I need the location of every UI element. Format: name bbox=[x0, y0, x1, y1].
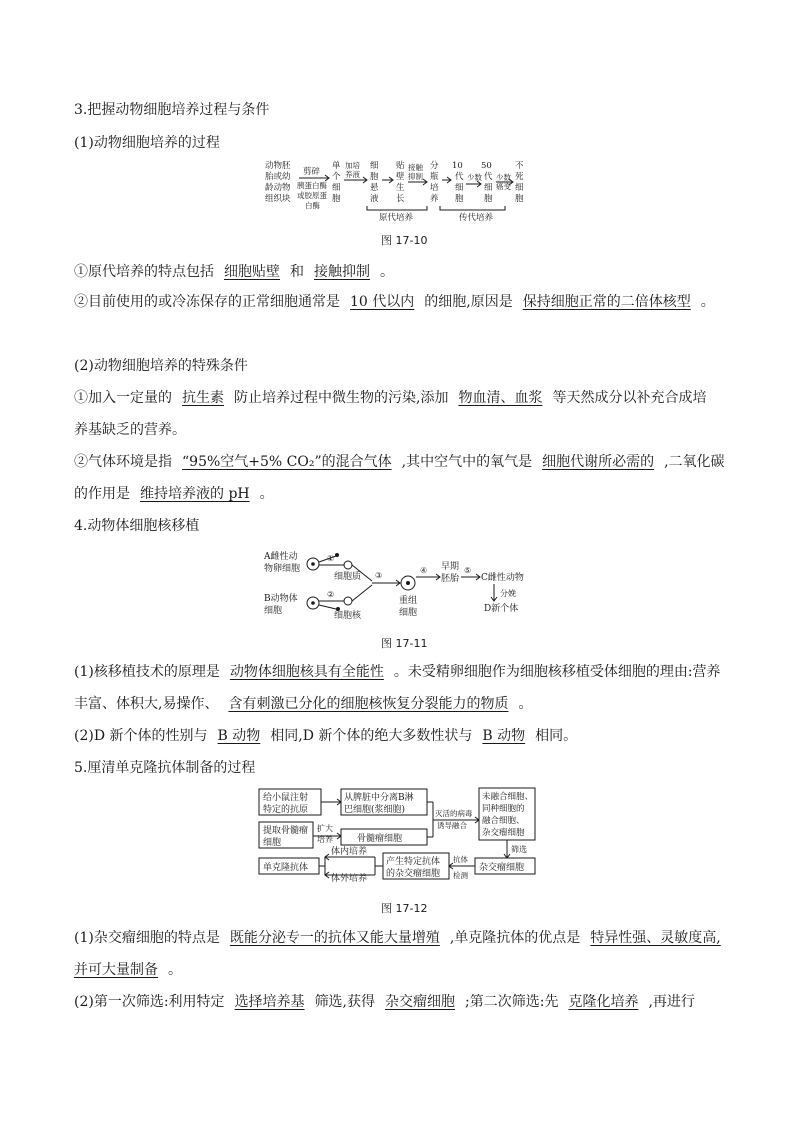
svg-text:同种细胞的: 同种细胞的 bbox=[482, 804, 525, 814]
svg-text:50: 50 bbox=[481, 161, 492, 171]
svg-text:胞: 胞 bbox=[484, 194, 493, 204]
svg-text:从脾脏中分离B淋: 从脾脏中分离B淋 bbox=[344, 793, 414, 803]
svg-text:细: 细 bbox=[515, 183, 524, 193]
figure-17-10-caption: 图 17-10 bbox=[381, 234, 428, 247]
figure-17-12 bbox=[257, 786, 537, 886]
svg-text:分: 分 bbox=[430, 161, 439, 171]
figure-17-11 bbox=[262, 545, 542, 620]
svg-text:个: 个 bbox=[332, 172, 341, 182]
figure-17-10 bbox=[255, 158, 545, 228]
figure-17-11-caption: 图 17-11 bbox=[381, 637, 428, 650]
svg-text:细: 细 bbox=[332, 183, 341, 193]
svg-text:传代培养: 传代培养 bbox=[459, 213, 494, 223]
svg-text:融合细胞、: 融合细胞、 bbox=[482, 816, 525, 826]
svg-text:培: 培 bbox=[430, 183, 439, 193]
s5-point1: (1)杂交瘤细胞的特点是 既能分泌专一的抗体又能大量增殖 ,单克隆抗体的优点是 特异性强、灵敏度高, bbox=[74, 930, 721, 946]
svg-text:细: 细 bbox=[484, 183, 493, 193]
svg-text:细胞: 细胞 bbox=[399, 608, 418, 618]
s3-point4: ②气体环境是指 “95%空气+5% CO₂”的混合气体 ,其中空气中的氧气是 细胞代谢所必需的 ,二氧化碳 bbox=[74, 454, 725, 470]
svg-text:特定的抗原: 特定的抗原 bbox=[263, 805, 309, 815]
svg-text:龄动物: 龄动物 bbox=[265, 183, 291, 193]
adherent-col bbox=[396, 160, 405, 204]
svg-text:胞: 胞 bbox=[332, 194, 341, 204]
svg-text:杂交瘤细胞: 杂交瘤细胞 bbox=[479, 863, 525, 873]
svg-text:壁: 壁 bbox=[396, 172, 405, 182]
single-cell-col bbox=[332, 160, 341, 204]
svg-text:骨髓瘤细胞: 骨髓瘤细胞 bbox=[357, 834, 403, 844]
svg-text:剪碎: 剪碎 bbox=[303, 167, 321, 177]
s5-point1-line2: 并可大量制备 。 bbox=[74, 962, 182, 978]
svg-text:杂交瘤细胞: 杂交瘤细胞 bbox=[482, 828, 525, 838]
svg-text:癌变: 癌变 bbox=[496, 182, 511, 191]
svg-text:或胶原蛋: 或胶原蛋 bbox=[297, 191, 327, 200]
svg-text:死: 死 bbox=[515, 172, 524, 182]
gen10-col bbox=[452, 161, 464, 204]
svg-text:扩大: 扩大 bbox=[317, 824, 333, 833]
svg-text:长: 长 bbox=[396, 194, 405, 204]
svg-text:单克隆抗体: 单克隆抗体 bbox=[263, 863, 309, 873]
s3-point3-line2: 养基缺乏的营养。 bbox=[74, 422, 186, 438]
subculture-col bbox=[430, 160, 439, 204]
svg-text:细胞核: 细胞核 bbox=[334, 611, 362, 620]
svg-text:液: 液 bbox=[370, 194, 379, 204]
svg-text:A雌性动: A雌性动 bbox=[264, 552, 298, 562]
svg-text:C雌性动物: C雌性动物 bbox=[481, 573, 524, 583]
svg-text:给小鼠注射: 给小鼠注射 bbox=[263, 793, 309, 803]
figure-17-12-caption: 图 17-12 bbox=[381, 902, 428, 915]
svg-text:胞: 胞 bbox=[455, 194, 464, 204]
svg-text:原代培养: 原代培养 bbox=[379, 213, 414, 223]
svg-text:分娩: 分娩 bbox=[500, 589, 516, 598]
immortal-col bbox=[515, 161, 524, 204]
svg-text:不: 不 bbox=[515, 161, 524, 171]
suspension-col bbox=[370, 161, 379, 204]
svg-text:少数: 少数 bbox=[496, 173, 511, 182]
svg-text:细: 细 bbox=[455, 183, 464, 193]
s3-point1: ①原代培养的特点包括 细胞贴壁 和 接触抑制 。 bbox=[74, 264, 394, 280]
s4-point1: (1)核移植技术的原理是 动物体细胞核具有全能性 。未受精卵细胞作为细胞核移植受体细胞的理由:营养 bbox=[74, 664, 721, 680]
svg-text:⑤: ⑤ bbox=[464, 566, 472, 575]
svg-text:接触: 接触 bbox=[408, 163, 423, 172]
svg-text:养液: 养液 bbox=[345, 170, 360, 179]
section3-sub2: (2)动物细胞培养的特殊条件 bbox=[74, 358, 248, 374]
svg-text:物卵细胞: 物卵细胞 bbox=[264, 564, 301, 574]
svg-text:胞: 胞 bbox=[515, 194, 524, 204]
svg-text:产生特定抗体: 产生特定抗体 bbox=[386, 857, 441, 867]
svg-text:④: ④ bbox=[420, 566, 428, 575]
svg-text:②: ② bbox=[327, 590, 335, 599]
svg-text:检测: 检测 bbox=[453, 871, 468, 880]
svg-text:细胞: 细胞 bbox=[264, 606, 283, 616]
svg-text:加培: 加培 bbox=[345, 161, 360, 170]
svg-text:培养: 培养 bbox=[317, 835, 333, 844]
svg-text:细: 细 bbox=[370, 161, 379, 171]
svg-text:单: 单 bbox=[332, 161, 341, 171]
section3-sub1: (1)动物细胞培养的过程 bbox=[74, 135, 220, 151]
svg-text:①: ① bbox=[327, 554, 335, 563]
svg-text:代: 代 bbox=[484, 172, 493, 182]
svg-text:筛选: 筛选 bbox=[511, 845, 527, 854]
svg-text:白酶: 白酶 bbox=[305, 201, 320, 210]
svg-text:D新个体: D新个体 bbox=[484, 604, 519, 614]
svg-text:体外培养: 体外培养 bbox=[331, 874, 368, 884]
svg-text:悬: 悬 bbox=[370, 183, 379, 193]
svg-text:动物胚: 动物胚 bbox=[265, 161, 291, 171]
svg-text:组织块: 组织块 bbox=[265, 194, 291, 204]
svg-text:胞: 胞 bbox=[370, 172, 379, 182]
svg-text:细胞: 细胞 bbox=[263, 838, 282, 848]
svg-text:少数: 少数 bbox=[467, 173, 482, 182]
svg-text:10: 10 bbox=[452, 161, 463, 171]
section5-heading: 5.厘清单克隆抗体制备的过程 bbox=[74, 760, 256, 776]
svg-text:巴细胞(浆细胞): 巴细胞(浆细胞) bbox=[344, 805, 406, 815]
svg-text:胰蛋白酶: 胰蛋白酶 bbox=[297, 181, 327, 190]
svg-text:胚胎: 胚胎 bbox=[441, 574, 460, 584]
section4-heading: 4.动物体细胞核移植 bbox=[74, 518, 200, 534]
svg-text:代: 代 bbox=[455, 172, 464, 182]
section3-heading: 3.把握动物细胞培养过程与条件 bbox=[74, 102, 270, 118]
svg-text:重组: 重组 bbox=[399, 596, 418, 606]
s5-point2: (2)第一次筛选:利用特定 选择培养基 筛选,获得 杂交瘤细胞 ;第二次筛选:先 克隆化培养 ,再进行 bbox=[74, 994, 695, 1010]
svg-text:早期: 早期 bbox=[441, 562, 460, 572]
svg-text:贴: 贴 bbox=[396, 161, 405, 171]
svg-text:养: 养 bbox=[430, 194, 439, 204]
s3-point2: ②目前使用的或冷冻保存的正常细胞通常是 10 代以内 的细胞,原因是 保持细胞正常的二倍体核型 。 bbox=[74, 294, 715, 310]
svg-text:B动物体: B动物体 bbox=[264, 594, 298, 604]
svg-text:诱导融合: 诱导融合 bbox=[437, 821, 467, 830]
svg-text:③: ③ bbox=[375, 571, 383, 580]
s3-point3: ①加入一定量的 抗生素 防止培养过程中微生物的污染,添加 物血清、血浆 等天然成分以补充合成培 bbox=[74, 390, 707, 406]
svg-text:细胞质: 细胞质 bbox=[334, 572, 362, 582]
s4-point2: (2)D 新个体的性别与 B 动物 相同,D 新个体的绝大多数性状与 B 动物 相同。 bbox=[74, 728, 578, 744]
svg-text:的杂交瘤细胞: 的杂交瘤细胞 bbox=[386, 869, 441, 879]
svg-text:未融合细胞、: 未融合细胞、 bbox=[482, 792, 534, 802]
s4-point1-line2: 丰富、体积大,易操作、 含有刺激已分化的细胞核恢复分裂能力的物质 。 bbox=[74, 696, 533, 712]
s3-point4-line2: 的作用是 维持培养液的 pH 。 bbox=[74, 486, 274, 502]
svg-text:提取骨髓瘤: 提取骨髓瘤 bbox=[263, 826, 309, 836]
svg-text:胎或幼: 胎或幼 bbox=[265, 172, 291, 182]
svg-text:生: 生 bbox=[396, 183, 405, 193]
svg-text:体内培养: 体内培养 bbox=[331, 847, 368, 857]
svg-text:抑制: 抑制 bbox=[408, 172, 423, 181]
svg-text:灭活的病毒: 灭活的病毒 bbox=[435, 809, 473, 818]
svg-text:抗体: 抗体 bbox=[453, 855, 468, 864]
svg-text:瓶: 瓶 bbox=[430, 172, 439, 182]
gen50-col bbox=[481, 161, 493, 204]
